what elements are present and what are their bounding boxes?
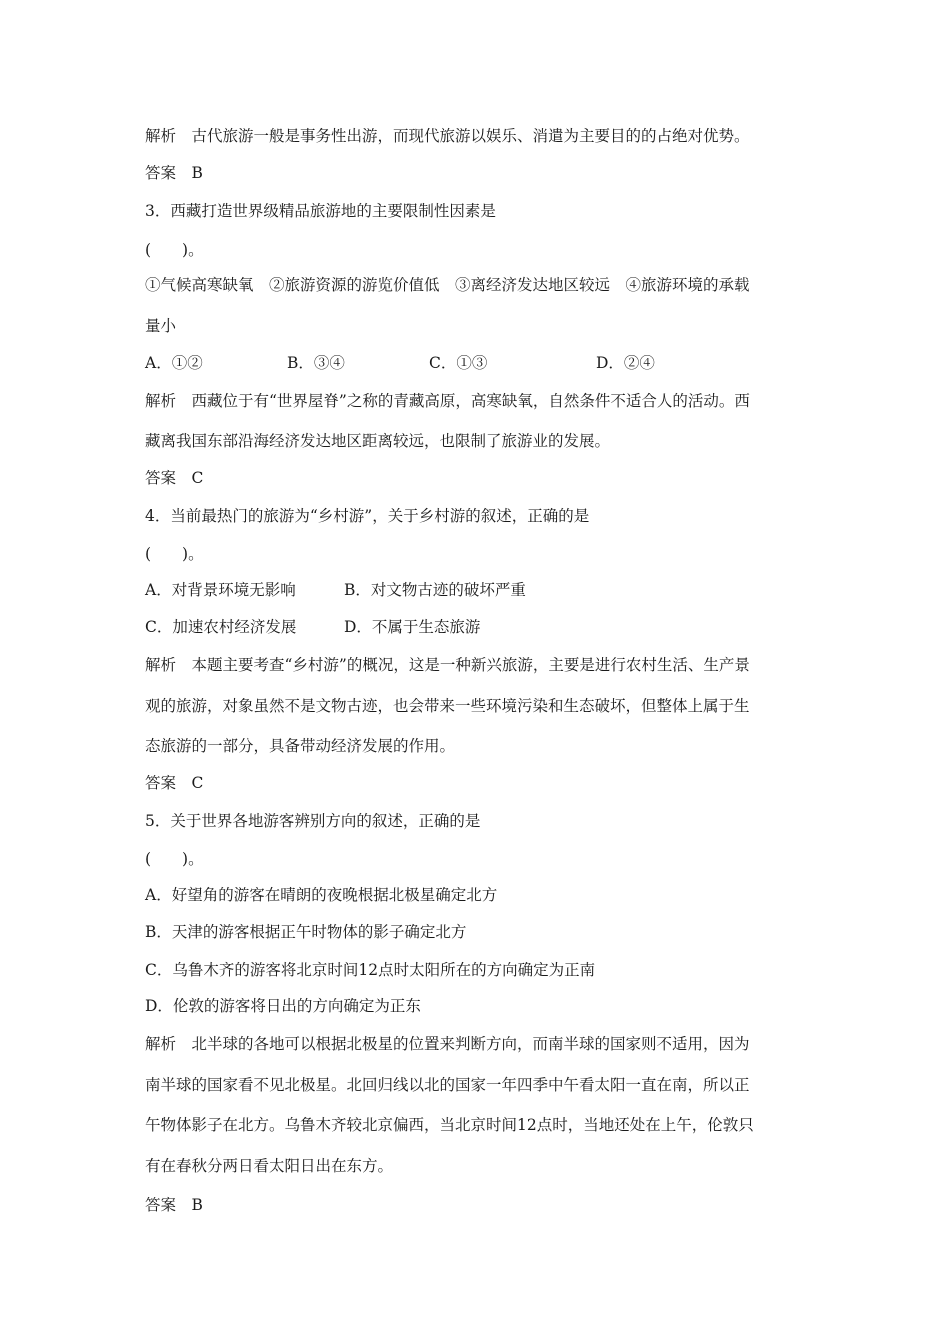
q4-analysis-line-1: 解析 本题主要考查“乡村游”的概况，这是一种新兴旅游，主要是进行农村生活、生产景: [145, 656, 750, 674]
q4-answer: 答案 C: [145, 774, 204, 792]
q3-option-d: D．②④: [596, 354, 655, 372]
q5-blank: ( )。: [145, 850, 204, 868]
q4-analysis-line-3: 态旅游的一部分，具备带动经济发展的作用。: [145, 737, 456, 755]
q3-stem: 3．西藏打造世界级精品旅游地的主要限制性因素是: [145, 202, 496, 220]
q5-stem: 5．关于世界各地游客辨别方向的叙述，正确的是: [145, 812, 481, 830]
q3-option-b: B．③④: [287, 354, 345, 372]
q4-option-c: C．加速农村经济发展: [145, 618, 297, 636]
q5-option-a: A．好望角的游客在晴朗的夜晚根据北极星确定北方: [145, 886, 498, 904]
q4-option-b: B．对文物古迹的破坏严重: [344, 581, 526, 599]
q3-analysis-line-2: 藏离我国东部沿海经济发达地区距离较远，也限制了旅游业的发展。: [145, 432, 611, 450]
q3-option-a: A．①②: [145, 354, 203, 372]
q3-answer: 答案 C: [145, 469, 204, 487]
q2-answer: 答案 B: [145, 164, 203, 182]
q2-analysis: 解析 古代旅游一般是事务性出游，而现代旅游以娱乐、消遣为主要目的的占绝对优势。: [145, 127, 750, 145]
q3-option-c: C．①③: [429, 354, 488, 372]
q4-option-a: A．对背景环境无影响: [145, 581, 296, 599]
q5-analysis-line-3: 午物体影子在北方。乌鲁木齐较北京偏西，当北京时间12点时，当地还处在上午，伦敦只: [145, 1116, 754, 1134]
q3-blank: ( )。: [145, 241, 204, 259]
q5-option-c: C．乌鲁木齐的游客将北京时间12点时太阳所在的方向确定为正南: [145, 961, 596, 979]
q4-blank: ( )。: [145, 545, 204, 563]
q5-answer: 答案 B: [145, 1196, 203, 1214]
q5-analysis-line-2: 南半球的国家看不见北极星。北回归线以北的国家一年四季中午看太阳一直在南，所以正: [145, 1076, 750, 1094]
q4-option-d: D．不属于生态旅游: [344, 618, 481, 636]
q5-option-d: D．伦敦的游客将日出的方向确定为正东: [145, 997, 421, 1015]
q5-option-b: B．天津的游客根据正午时物体的影子确定北方: [145, 923, 467, 941]
q3-analysis-line-1: 解析 西藏位于有“世界屋脊”之称的青藏高原，高寒缺氧，自然条件不适合人的活动。西: [145, 392, 750, 410]
q4-analysis-line-2: 观的旅游，对象虽然不是文物古迹，也会带来一些环境污染和生态破坏，但整体上属于生: [145, 697, 750, 715]
q5-analysis-line-4: 有在春秋分两日看太阳日出在东方。: [145, 1157, 394, 1175]
q3-factors-line-2: 量小: [145, 317, 177, 335]
q4-stem: 4．当前最热门的旅游为“乡村游”，关于乡村游的叙述，正确的是: [145, 507, 590, 525]
q3-factors-line-1: ①气候高寒缺氧 ②旅游资源的游览价值低 ③离经济发达地区较远 ④旅游环境的承载: [145, 276, 750, 294]
q5-analysis-line-1: 解析 北半球的各地可以根据北极星的位置来判断方向，而南半球的国家则不适用，因为: [145, 1035, 750, 1053]
